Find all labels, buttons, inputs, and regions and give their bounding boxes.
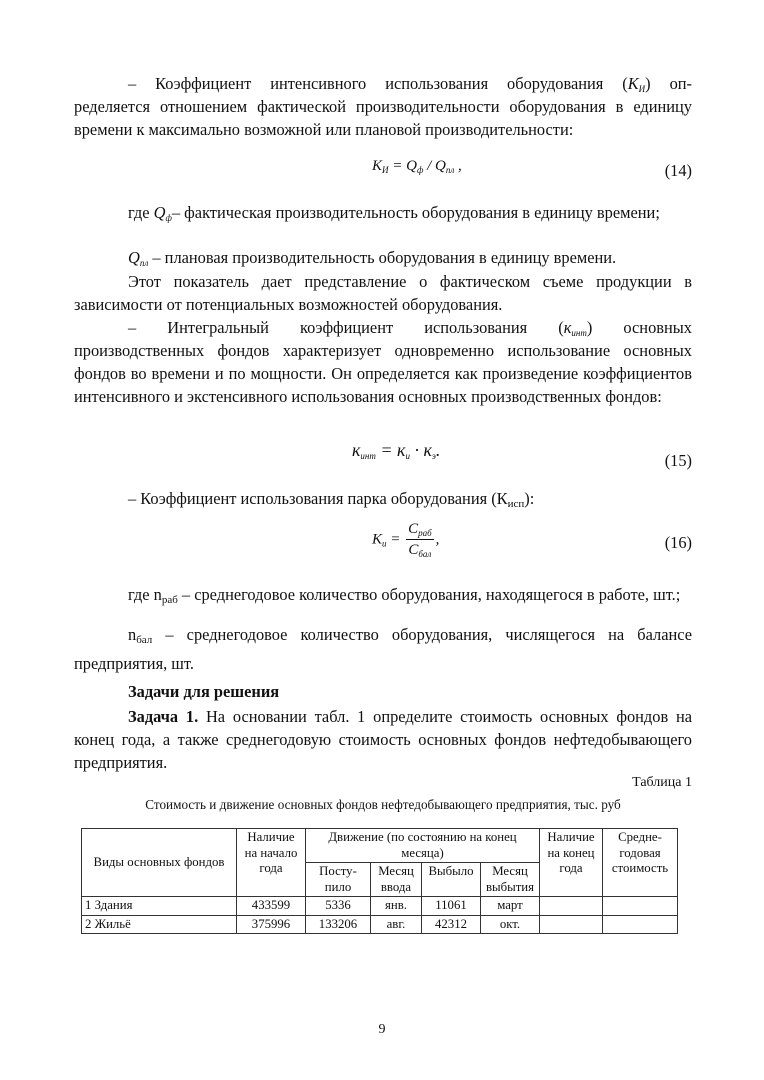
cell-type: 2 Жильё <box>82 915 237 934</box>
cell-out-month: окт. <box>481 915 540 934</box>
cell-in: 133206 <box>306 915 371 934</box>
cell-start: 375996 <box>237 915 306 934</box>
cell-end <box>540 897 603 916</box>
cell-out: 42312 <box>422 915 481 934</box>
paragraph-integral-line1: – Интегральный коэффициент использования $(к_{инт})$ основных <box>128 318 692 338</box>
header-average: Средне-годовая стоимость <box>603 829 678 897</box>
equation-number-16: (16) <box>664 533 692 552</box>
header-movement: Движение (по состоянию на конец месяца) <box>306 829 540 863</box>
paragraph-n-rab: где $n_{раб}$ – среднегодовое количество оборудования, находящегося в работе, шт.; <box>128 585 681 606</box>
task-1: Задача 1. На основании табл. 1 определите стоимость основных фондов на конец года, а также среднегодовую стоимость основных фондов нефтедобывающего предприятия. <box>74 707 692 773</box>
cell-average <box>603 915 678 934</box>
table-row <box>82 897 678 916</box>
cell-type: 1 Здания <box>82 897 237 916</box>
paragraph-intensive-rest: ределяется отношением фактической производительности оборудования в единицу времени к максимально возможной или плановой производительности: <box>74 97 692 140</box>
section-title: Задачи для решения <box>128 682 280 701</box>
table-title: Стоимость и движение основных фондов нефтедобывающего предприятия, тыс. руб <box>145 797 621 812</box>
header-in: Посту-пило <box>306 863 371 897</box>
header-out-month: Месяц выбытия <box>481 863 540 897</box>
cell-out: 11061 <box>422 897 481 916</box>
page-number: 9 <box>378 1022 386 1037</box>
paragraph-integral-rest: производственных фондов характеризует одновременно использование основных фондов во времени и по мощности. Он определяется как произведение коэффициентов интенсивного и экстенсивного использования основных производственных фондов: <box>74 341 692 407</box>
paragraph-n-bal: $n_{бал}$ – среднегодовое количество оборудования, числящегося на балансе предприятия, шт. <box>74 625 692 674</box>
equation-number-15: (15) <box>664 451 692 470</box>
formula-14: $К_И = Q_ф / Q_{пл}$ , <box>372 158 462 175</box>
paragraph-fleet: – Коэффициент использования парка оборудования $(К_{исп})$: <box>128 489 535 510</box>
cell-end <box>540 915 603 934</box>
table-row <box>82 915 678 934</box>
cell-average <box>603 897 678 916</box>
fixed-assets-table <box>81 828 678 934</box>
paragraph-qpl-definition: $Q_{пл}$ – плановая производительность оборудования в единицу времени. <box>128 248 617 268</box>
paragraph-indicator: Этот показатель дает представление о фактическом съеме продукции в зависимости от потенциальных возможностей оборудования. <box>74 272 692 315</box>
cell-start: 433599 <box>237 897 306 916</box>
header-end: Наличие на конец года <box>540 829 603 897</box>
cell-in: 5336 <box>306 897 371 916</box>
header-type: Виды основных фондов <box>82 829 237 897</box>
header-out: Выбыло <box>422 863 481 897</box>
equation-number-14: (14) <box>664 161 692 180</box>
header-in-month: Месяц ввода <box>371 863 422 897</box>
table-number: Таблица 1 <box>632 775 692 790</box>
cell-in-month: авг. <box>371 915 422 934</box>
paragraph-intensive-line1: – Коэффициент интенсивного использования оборудования $(К_И)$ оп- <box>128 74 692 94</box>
formula-16: $К_и$ = $\frac{С_{раб}}{С_{бал}}$ , <box>372 521 440 559</box>
paragraph-qf-definition: где $Q_ф-$ фактическая производительность оборудования в единицу времени; <box>128 203 660 223</box>
formula-15: $к_{инт} = к_и \cdot к_э$. <box>352 440 441 461</box>
task-1-label: Задача 1. <box>128 707 199 726</box>
cell-out-month: март <box>481 897 540 916</box>
header-start: Наличие на начало года <box>237 829 306 897</box>
cell-in-month: янв. <box>371 897 422 916</box>
